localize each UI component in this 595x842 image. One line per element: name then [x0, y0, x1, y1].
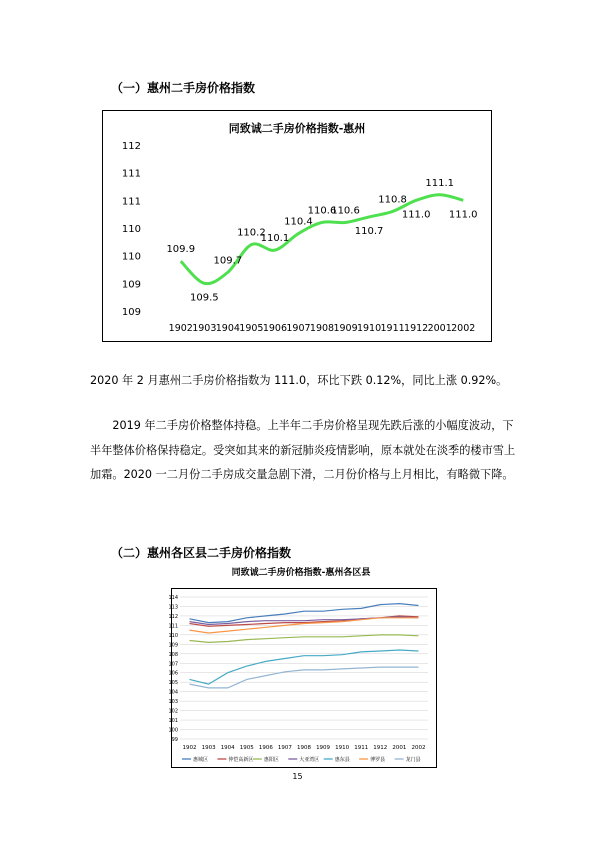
chart1-data-label: 110.6: [331, 205, 360, 217]
chart1-ytick-label: 109: [121, 279, 141, 291]
chart1-data-label: 110.7: [354, 225, 384, 237]
chart2-legend-label: 大亚湾区: [299, 757, 320, 763]
chart1-xtick-label: 2002: [451, 323, 476, 334]
chart2-frame: [168, 588, 437, 768]
chart2-xtick-label: 1908: [297, 745, 311, 751]
chart2-ytick-label: 102: [168, 708, 178, 715]
chart2-ytick-label: 104: [168, 689, 178, 696]
chart2-ytick-label: 100: [168, 727, 178, 734]
chart2-svg: [168, 589, 436, 767]
chart2-xtick-label: 1906: [258, 745, 273, 751]
chart2-xtick-label: 1911: [354, 745, 369, 751]
chart1-xtick-label: 1908: [309, 323, 335, 334]
chart1-data-label: 110.6: [307, 205, 337, 217]
chart2-legend-label: 惠城区: [193, 757, 209, 763]
chart2-ytick-label: 111: [168, 623, 178, 630]
chart1-xtick-label: 1911: [380, 323, 405, 334]
chart1-data-label: 109.5: [189, 292, 219, 304]
chart2-xtick-label: 1910: [335, 745, 350, 751]
chart2-xtick-label: 1907: [277, 745, 292, 751]
chart1-data-label: 111.0: [401, 209, 431, 221]
chart2-ytick-label: 99: [171, 737, 178, 743]
chart2-series-line: [190, 667, 419, 688]
chart2-xtick-label: 1903: [201, 745, 216, 751]
chart1-data-label: 109.9: [166, 244, 196, 256]
chart2-xtick-label: 1902: [182, 745, 197, 751]
chart1-xtick-label: 1910: [356, 323, 382, 334]
chart2-legend-label: 惠阳区: [263, 757, 279, 763]
chart1-frame: [102, 110, 492, 342]
chart1-ytick-label: 111: [121, 168, 141, 180]
chart2-ytick-label: 108: [168, 651, 178, 658]
chart2-ytick-label: 107: [168, 661, 178, 668]
chart1-xtick-label: 2001: [427, 323, 452, 334]
chart2-xtick-label: 1912: [373, 745, 388, 751]
chart2-title: 同致诚二手房价格指数-惠州各区县: [231, 568, 371, 578]
summary-text: 2020 年 2 月惠州二手房价格指数为 111.0，环比下跌 0.12%，同比上涨 0.92%。: [90, 374, 508, 387]
chart1-ytick-label: 109: [121, 307, 141, 318]
section2-heading: （二）惠州各区县二手房价格指数: [111, 546, 292, 560]
chart1-xtick-label: 1905: [239, 323, 264, 334]
chart2-legend-label: 博罗县: [370, 757, 386, 763]
chart2-ytick-label: 113: [168, 604, 178, 611]
chart1-data-label: 111.0: [448, 209, 478, 221]
chart2-legend-label: 龙门县: [405, 757, 421, 763]
chart1-data-label: 110.8: [378, 194, 407, 206]
chart2-ytick-label: 103: [168, 699, 178, 706]
chart1-svg: [103, 111, 491, 341]
page-number: 15: [292, 772, 303, 781]
chart2-xtick-label: 2001: [392, 745, 407, 751]
chart2-ytick-label: 101: [168, 718, 178, 725]
chart2-ytick-label: 105: [168, 680, 178, 687]
chart2-xtick-label: 1905: [239, 745, 254, 751]
chart1-ytick-label: 112: [121, 141, 141, 152]
chart2-xtick-label: 1909: [316, 745, 331, 751]
chart1-data-label: 110.1: [260, 233, 290, 245]
chart1-ytick-label: 110: [121, 251, 141, 263]
chart1-xtick-label: 1904: [215, 323, 240, 334]
chart1-title: 同致诚二手房价格指数-惠州: [228, 122, 366, 135]
chart2-xtick-label: 1904: [220, 745, 235, 751]
chart1-ytick-label: 111: [121, 196, 141, 208]
chart1-xtick-label: 1902: [168, 323, 193, 334]
chart1-xtick-label: 1909: [333, 323, 358, 334]
chart2-ytick-label: 114: [168, 595, 178, 601]
chart2-legend-label: 惠东县: [334, 757, 350, 763]
chart1-data-label: 111.1: [425, 177, 455, 189]
chart1-xtick-label: 1906: [262, 323, 288, 334]
chart1-data-label: 110.2: [237, 227, 266, 239]
chart1-ytick-label: 110: [121, 224, 141, 235]
analysis-paragraph: 2019 年二手房价格整体持稳。上半年二手房价格呈现先跌后涨的小幅度波动，下半年整体价格保持稳定。受突如其来的新冠肺炎疫情影响，原本就处在淡季的楼市雪上加霜。2020 一二月份二手房成交量急剧下滑，二月份价格与上月相比，有略微下降。: [90, 419, 516, 481]
chart1-xtick-label: 1907: [286, 323, 311, 334]
chart1-xtick-label: 1912: [404, 323, 429, 334]
chart2-legend-label: 仲恺高新区: [228, 757, 254, 763]
chart2-ytick-label: 109: [168, 642, 178, 649]
section1-heading: （一）惠州二手房价格指数: [111, 81, 256, 95]
chart1-xtick-label: 1903: [192, 323, 217, 334]
chart1-data-label: 110.4: [284, 216, 313, 228]
chart2-ytick-label: 106: [168, 670, 178, 677]
chart2-ytick-label: 110: [168, 632, 178, 639]
chart2-ytick-label: 112: [168, 613, 178, 620]
chart1-data-label: 109.7: [213, 255, 243, 267]
chart2-series-line: [190, 635, 419, 643]
chart2-xtick-label: 2002: [411, 745, 426, 751]
